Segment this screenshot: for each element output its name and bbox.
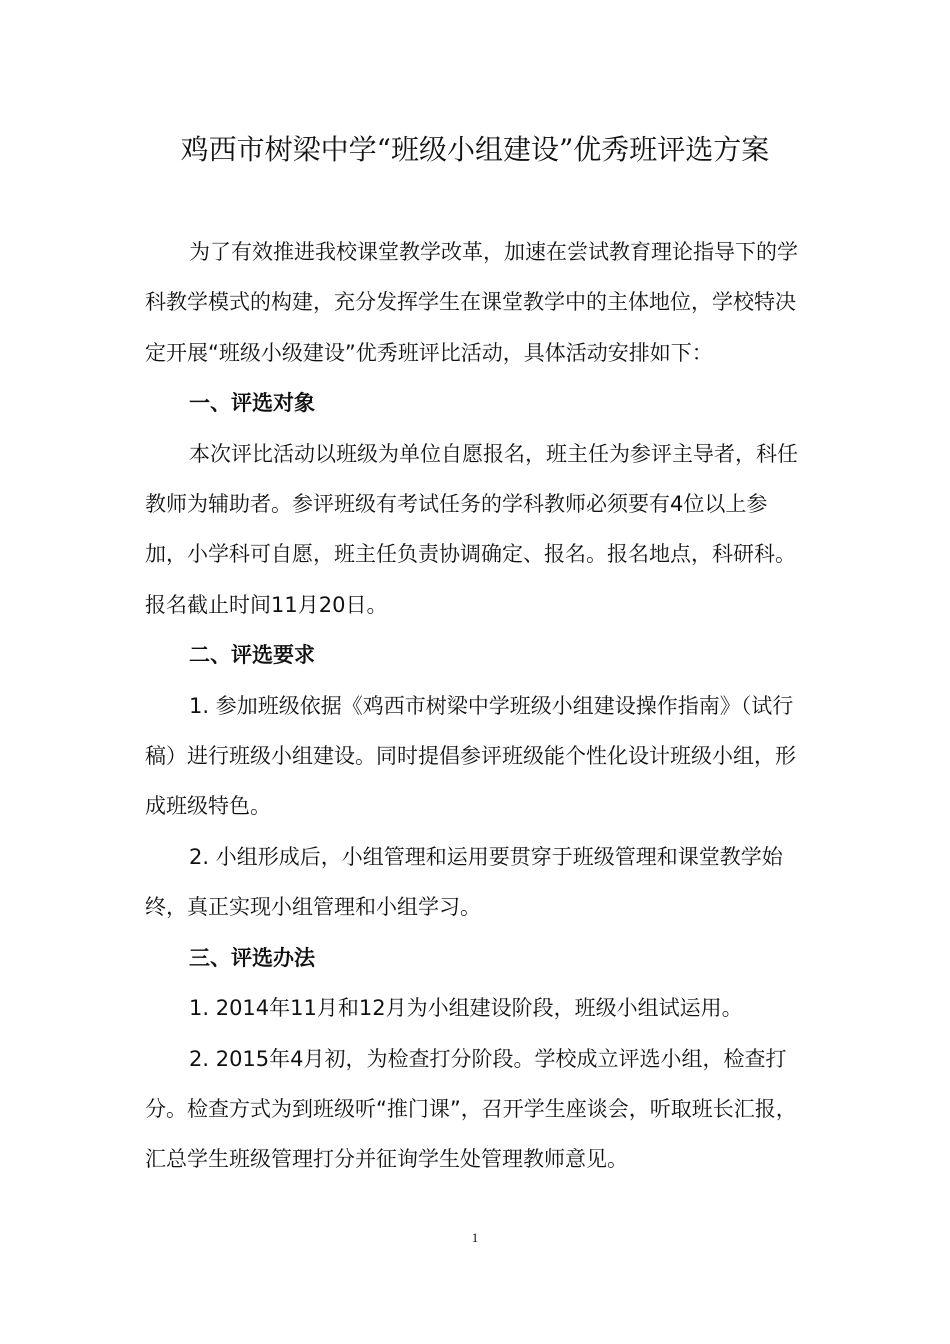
document-body: [145, 227, 805, 1185]
paragraph: 本次评比活动以班级为单位自愿报名，班主任为参评主导者，科任教师为辅助者。参评班级有考试任务的学科教师必须要有4位以上参加，小学科可自愿，班主任负责协调确定、报名。报名地点，科研科。报名截止时间11月20日。: [145, 441, 798, 617]
paragraph: 2. 小组形成后，小组管理和运用要贯穿于班级管理和课堂教学始终，真正实现小组管理和小组学习。: [145, 844, 783, 920]
paragraph: 1. 参加班级依据《鸡西市树梁中学班级小组建设操作指南》（试行稿）进行班级小组建设。同时提倡参评班级能个性化设计班级小组，形成班级特色。: [145, 693, 796, 819]
paragraph: 2. 2015年4月初，为检查打分阶段。学校成立评选小组，检查打分。检查方式为到班级听“推门课”，召开学生座谈会，听取班长汇报，汇总学生班级管理打分并征询学生处管理教师意见。: [145, 1046, 797, 1172]
section-heading: 一、评选对象: [189, 391, 315, 416]
intro-paragraph: 为了有效推进我校课堂教学改革，加速在尝试教育理论指导下的学科教学模式的构建，充分发挥学生在课堂教学中的主体地位，学校特决定开展“班级小级建设”优秀班评比活动，具体活动安排如下：: [145, 240, 798, 365]
page-number: 1: [471, 1230, 479, 1245]
section-heading: 二、评选要求: [189, 643, 315, 668]
paragraph: 1. 2014年11月和12月为小组建设阶段，班级小组试运用。: [189, 996, 743, 1021]
document-title: 鸡西市树梁中学“班级小组建设”优秀班评选方案: [180, 133, 770, 166]
section-heading: 三、评选办法: [189, 945, 315, 970]
